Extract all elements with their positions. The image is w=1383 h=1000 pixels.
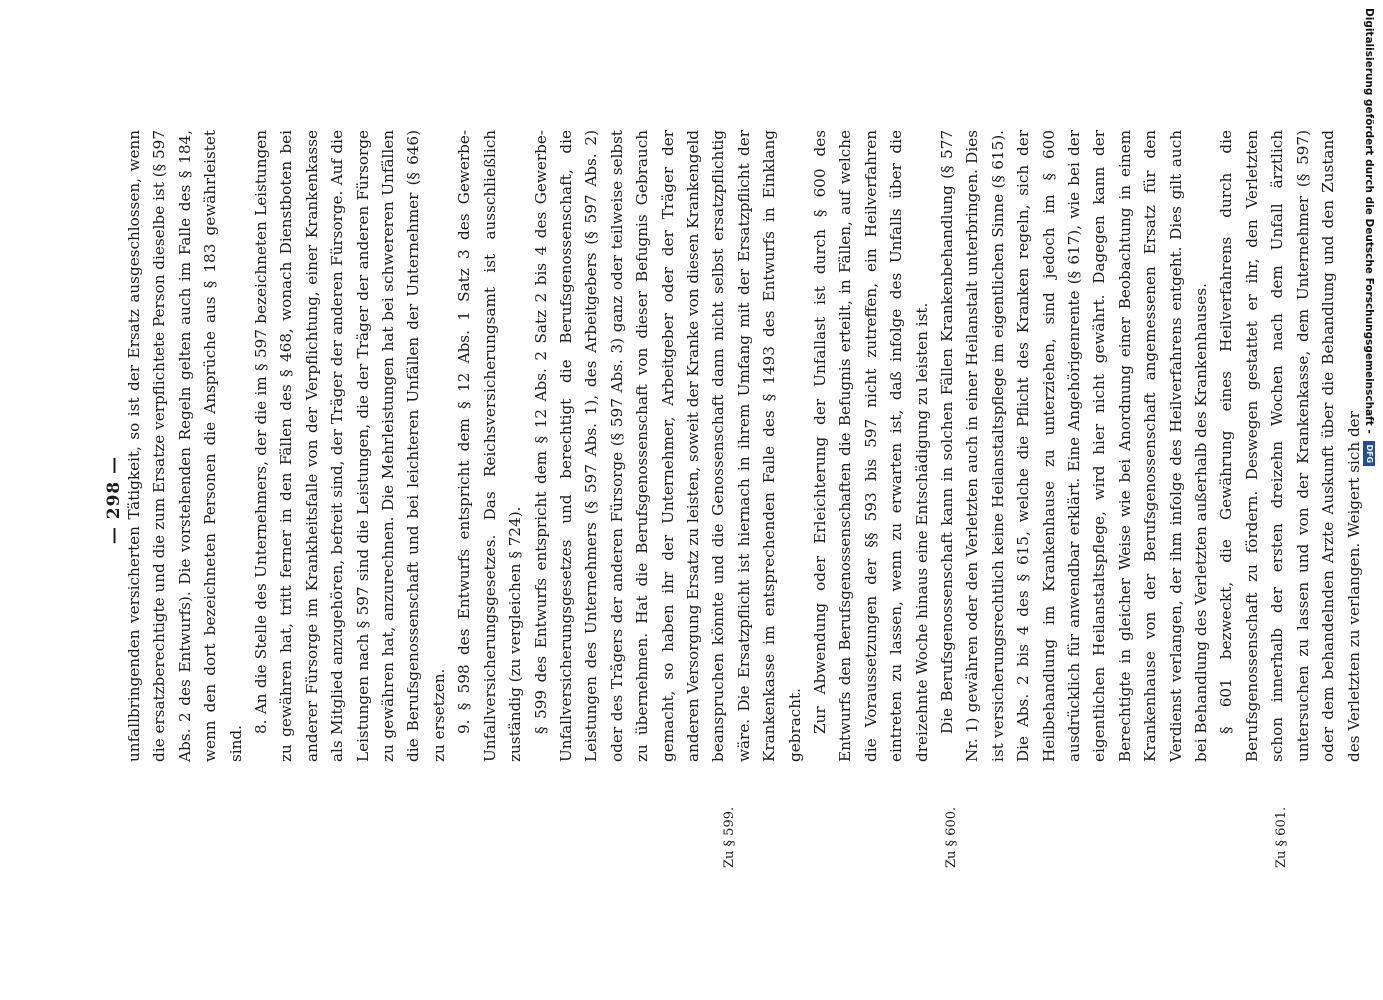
paragraph: § 599 des Entwurfs entspricht dem § 12 Abs. 2 Satz 2 bis 4 des Gewerbe-Unfallversicherungsgesetzes und berechtigt die Berufsgenossenschaft, die Leistungen des Unternehmers (§ 597 Abs. 1), des Arbeitgebers (§ 597 Abs. 2) oder des Trägers der anderen Fürsorge (§ 597 Abs. 3) ganz oder teilweise selbst zu übernehmen. Hat die Berufsgenossenschaft von dieser Befugnis Gebrauch gemacht, so haben ihr der Unternehmer, Arbeitgeber oder der Träger der anderen Versorgung Ersatz zu leisten, soweit der Kranke von diesen Krankengeld beanspruchen könnte und die Genossenschaft dann nicht selbst ersatzpflichtig wäre. Die Ersatzpflicht ist hiernach in ihrem Umfang mit der Ersatzpflicht der Krankenkasse im entsprechenden Falle des § 1493 des Entwurfs in Einklang gebracht. [531, 130, 804, 762]
paragraph: 8. An die Stelle des Unternehmers, der die im § 597 bezeichneten Leistungen zu gewähren hat, tritt ferner in den Fällen des § 468, wonach Dienstboten bei anderer Fürsorge im Krankheitsfalle von der Verpflichtung, einer Krankenkasse als Mitglied anzugehören, befreit sind, der Träger der anderen Fürsorge. Auf die Leistungen nach § 597 sind die Leistungen, die der Träger der anderen Fürsorge zu gewähren hat, anzurechnen. Die Mehrleistungen hat bei schwereren Unfällen die Berufsgenossenschaft und bei leichteren Unfällen der Unternehmer (§ 646) zu ersetzen. [252, 130, 448, 762]
body-text [122, 130, 1367, 762]
margin-note-s600: Zu § 600. [944, 806, 959, 868]
credit-text: Digitalisierung gefördert durch die Deutsche Forschungsgemeinschaft - [1363, 8, 1375, 434]
dfg-logo: DFG [1363, 441, 1375, 466]
paragraph: 9. § 598 des Entwurfs entspricht dem § 12 Abs. 1 Satz 3 des Gewerbe-Unfallversicherungsgesetzes. Das Reichsversicherungsamt ist ausschließlich zuständig (zu vergleichen § 724). [455, 130, 525, 762]
paragraph: unfallbringenden versicherten Tätigkeit, so ist der Ersatz ausgeschlossen, wenn die ersatzberechtigte und die zum Ersatze verpflichtete Person dieselbe ist (§ 597 Abs. 2 des Entwurfs). Die vorstehenden Regeln gelten auch im Falle des § 184, wenn den dort bezeichneten Personen die Ansprüche aus § 183 gewährleistet sind. [125, 130, 245, 762]
paragraph: Die Berufsgenossenschaft kann in solchen Fällen Krankenbehandlung (§ 577 Nr. 1) gewähren oder den Verletzten auch in einer Heilanstalt unterbringen. Dies ist versicherungsrechtlich keine Heilanstaltspflege im eigentlichen Sinne (§ 615). Die Abs. 2 bis 4 des § 615, welche die Pflicht des Kranken regeln, sich der Heilbehandlung im Krankenhause zu unterziehen, sind jedoch im § 600 ausdrücklich für anwendbar erklärt. Eine Angehörigenrente (§ 617), wie bei der eigentlichen Heilanstaltspflege, wird hier nicht gewährt. Dagegen kann der Berechtigte in gleicher Weise wie bei Anordnung einer Beobachtung in einem Krankenhause von der Berufsgenossenschaft angemessenen Ersatz für den Verdienst verlangen, der ihm infolge des Heilverfahrens entgeht. Dies gilt auch bei Behandlung des Verletzten außerhalb des Krankenhauses. [938, 130, 1211, 762]
digitization-credit [1362, 8, 1376, 993]
page-number: — 298 — [104, 455, 124, 545]
paragraph: Zur Abwendung oder Erleichterung der Unfallast ist durch § 600 des Entwurfs den Berufsgenossenschaften die Befugnis erteilt, in Fällen, auf welche die Voraussetzungen der §§ 593 bis 597 nicht zutreffen, ein Heilverfahren eintreten zu lassen, wenn zu erwarten ist, daß infolge des Unfalls über die dreizehnte Woche hinaus eine Entschädigung zu leisten ist. [810, 130, 931, 762]
margin-note-s599: Zu § 599. [722, 806, 737, 868]
margin-note-s601: Zu § 601. [1274, 806, 1289, 868]
paragraph: § 601 bezweckt, die Gewährung eines Heilverfahrens durch die Berufsgenossenschaft zu fördern. Deswegen gestattet er ihr, den Verletzten schon innerhalb der ersten dreizehn Wochen nach dem Unfall ärztlich untersuchen zu lassen und von der Krankenkasse, dem Unternehmer (§ 597) oder dem behandelnden Arzte Auskunft über die Behandlung und den Zustand des Verletzten zu verlangen. Weigert sich der [1217, 130, 1363, 762]
